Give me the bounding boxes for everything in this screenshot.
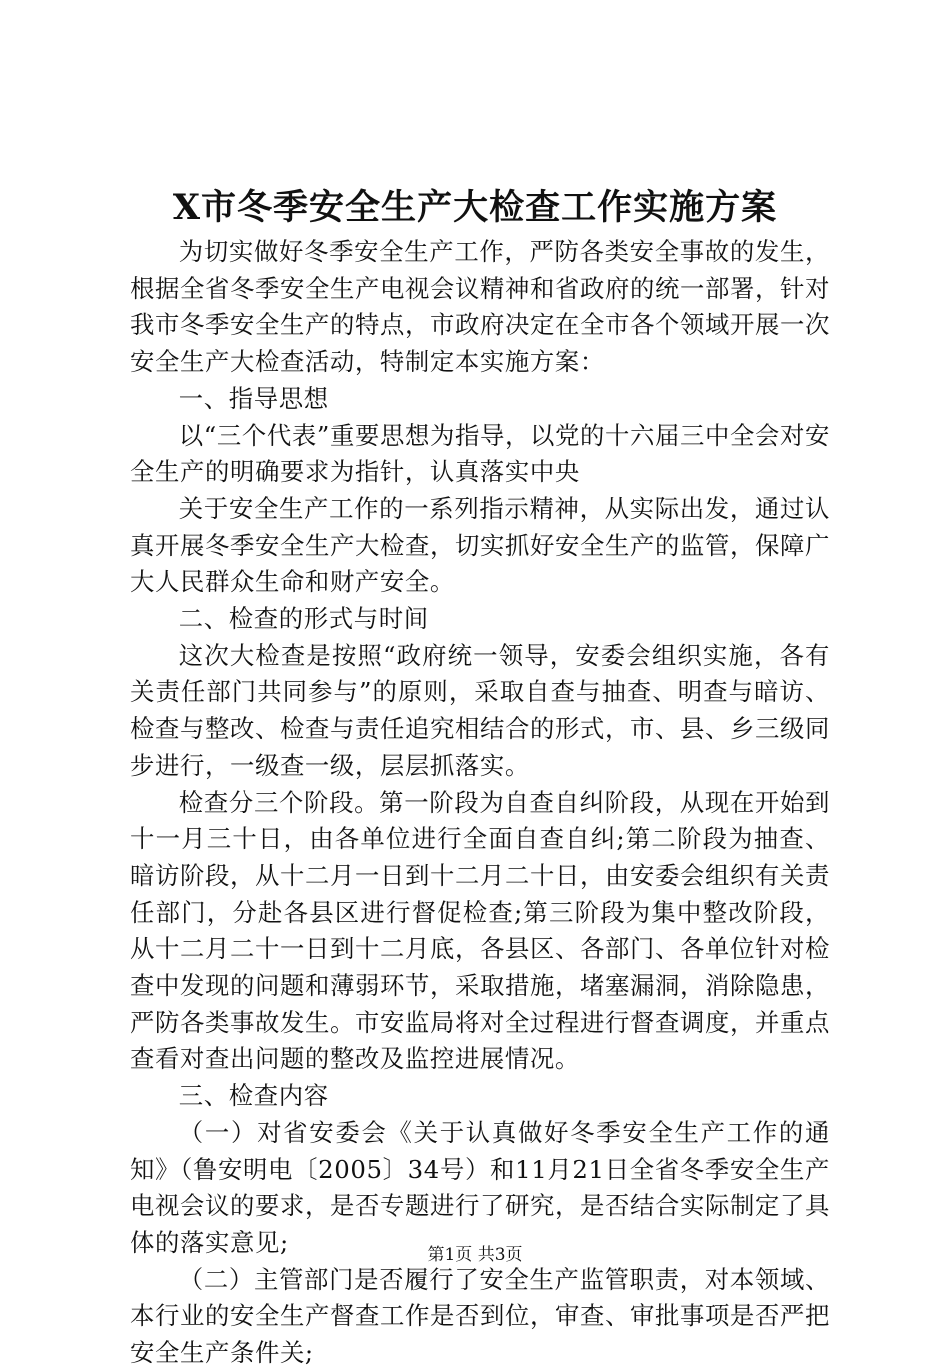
paragraph-content-item-1: （一）对省安委会《关于认真做好冬季安全生产工作的通知》（鲁安明电〔2005〕34号）和11月21日全省冬季安全生产电视会议的要求，是否专题进行了研究，是否结合实际制定了具体的落实意见; [130,1117,830,1257]
paragraph-content-item-2: （二）主管部门是否履行了安全生产监管职责，对本领域、本行业的安全生产督查工作是否到位，审查、审批事项是否严把安全生产条件关; [130,1264,830,1368]
paragraph-guiding-ideology-2: 关于安全生产工作的一系列指示精神，从实际出发，通过认真开展冬季安全生产大检查，切实抓好安全生产的监管，保障广大人民群众生命和财产安全。 [130,493,830,597]
paragraph-guiding-ideology-1: 以“三个代表”重要思想为指导，以党的十六届三中全会对安全生产的明确要求为指针，认真落实中央 [130,420,830,487]
document-body [130,234,830,1372]
paragraph-stages: 检查分三个阶段。第一阶段为自查自纠阶段，从现在开始到十一月三十日，由各单位进行全面自查自纠;第二阶段为抽查、暗访阶段，从十二月一日到十二月二十日，由安委会组织有关责任部门，分赴各县区进行督促检查;第三阶段为集中整改阶段，从十二月二十一日到十二月底，各县区、各部门、各单位针对检查中发现的问题和薄弱环节，采取措施，堵塞漏洞，消除隐患，严防各类事故发生。市安监局将对全过程进行督查调度，并重点查看对查出问题的整改及监控进展情况。 [130,787,830,1074]
document-title: X市冬季安全生产大检查工作实施方案 [172,187,778,228]
paragraph-intro: 为切实做好冬季安全生产工作，严防各类安全事故的发生，根据全省冬季安全生产电视会议精神和省政府的统一部署，针对我市冬季安全生产的特点，市政府决定在全市各个领域开展一次安全生产大检查活动，特制定本实施方案： [130,237,830,377]
section-heading-guiding-ideology: 一、指导思想 [178,383,329,413]
page-number-footer: 第1页 共3页 [427,1245,523,1265]
section-heading-form-and-time: 二、检查的形式与时间 [178,604,429,634]
paragraph-form: 这次大检查是按照“政府统一领导，安委会组织实施，各有关责任部门共同参与”的原则，采取自查与抽查、明查与暗访、检查与整改、检查与责任追究相结合的形式，市、县、乡三级同步进行，一级查一级，层层抓落实。 [130,640,830,780]
section-heading-content: 三、检查内容 [178,1081,329,1111]
